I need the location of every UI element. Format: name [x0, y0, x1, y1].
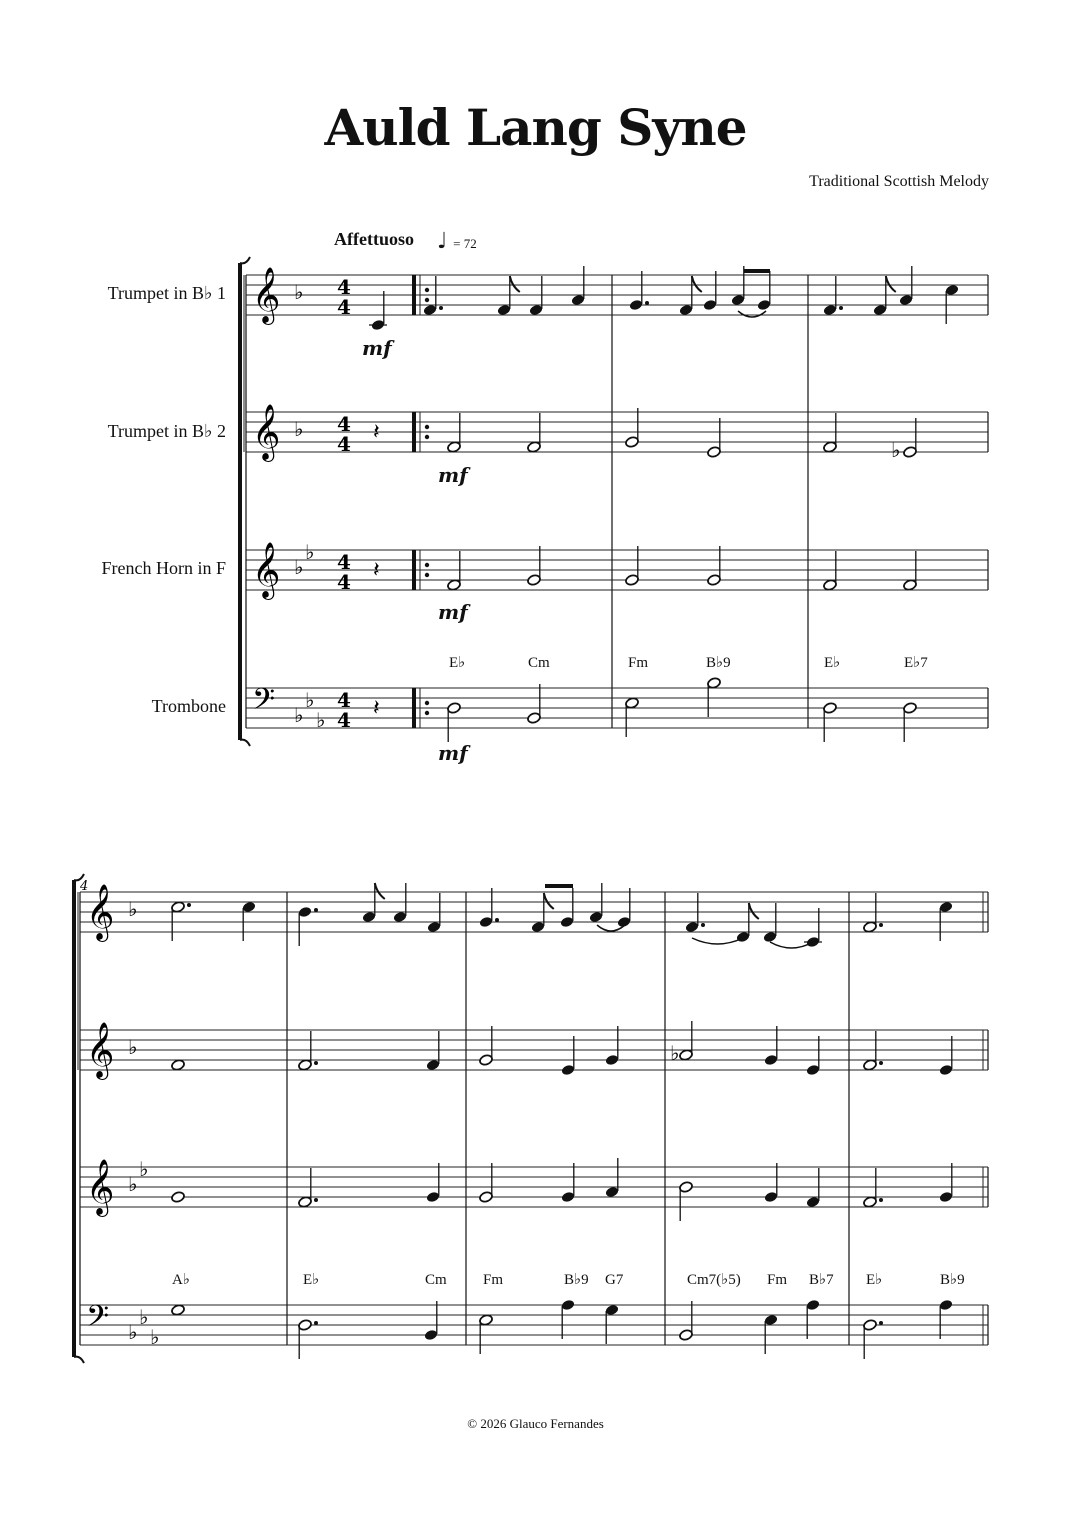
note-head	[479, 1314, 494, 1327]
note-head	[903, 579, 918, 592]
chord-symbol: B♭9	[940, 1272, 965, 1288]
note-head	[764, 1314, 779, 1327]
quarter-note-icon: ♩	[437, 229, 448, 254]
note-head	[806, 1196, 821, 1209]
note-head	[531, 921, 546, 934]
note-head	[242, 901, 257, 914]
note-head	[427, 921, 442, 934]
note-head	[763, 931, 778, 944]
dynamic-mf: mf	[438, 600, 468, 624]
note-head	[903, 446, 918, 459]
chord-symbol: E♭	[866, 1272, 883, 1288]
note-dot	[879, 1321, 883, 1325]
note-head	[171, 1059, 186, 1072]
treble-clef-icon: 𝄞	[252, 404, 281, 460]
note-head	[393, 911, 408, 924]
note-head	[873, 304, 888, 317]
note-head	[527, 574, 542, 587]
dynamic-mf: mf	[438, 463, 468, 487]
note-head	[823, 304, 838, 317]
note-head	[605, 1054, 620, 1067]
flat-icon: ♭	[891, 438, 901, 462]
note-head	[298, 906, 313, 919]
copyright-footer: © 2026 Glauco Fernandes	[467, 1416, 604, 1431]
chord-symbol: B♭7	[809, 1272, 834, 1288]
note-head	[571, 294, 586, 307]
note-head	[171, 901, 186, 914]
time-signature-top: 4	[337, 412, 351, 436]
slur	[738, 311, 766, 317]
time-signature-bottom: 4	[337, 708, 351, 732]
repeat-dot	[425, 425, 429, 429]
measure-number: 4	[80, 879, 89, 894]
flat-icon: ♭	[294, 703, 304, 727]
note-head	[679, 1049, 694, 1062]
tempo-value: = 72	[453, 236, 477, 251]
chord-symbol: E♭	[824, 655, 841, 671]
chord-symbol: Cm	[425, 1272, 447, 1288]
note-dot	[645, 301, 649, 305]
note-head	[764, 1191, 779, 1204]
instrument-label-trumpet-1: Trumpet in B♭ 1	[107, 283, 226, 303]
note-head	[447, 579, 462, 592]
note-head	[939, 901, 954, 914]
time-signature-bottom: 4	[337, 295, 351, 319]
note-head	[561, 1064, 576, 1077]
bass-clef-icon: 𝄢	[86, 1300, 110, 1341]
chord-symbol: E♭	[449, 655, 466, 671]
note-head	[298, 1196, 313, 1209]
note-dot	[839, 306, 843, 310]
note-head	[939, 1064, 954, 1077]
note-head	[707, 446, 722, 459]
note-head	[707, 574, 722, 587]
chord-symbol: B♭9	[564, 1272, 589, 1288]
time-signature-bottom: 4	[337, 432, 351, 456]
flat-icon: ♭	[294, 280, 304, 304]
note-head	[764, 1054, 779, 1067]
treble-clef-icon: 𝄞	[252, 267, 281, 323]
note-head	[479, 916, 494, 929]
note-flag	[886, 276, 896, 292]
treble-clef-icon: 𝄞	[86, 1159, 115, 1215]
note-dot	[314, 1061, 318, 1065]
note-head	[679, 1329, 694, 1342]
repeat-dot	[425, 563, 429, 567]
bass-clef-icon: 𝄢	[252, 683, 276, 724]
time-signature-bottom: 4	[337, 570, 351, 594]
note-dot	[187, 903, 191, 907]
slur	[692, 938, 743, 944]
flat-icon: ♭	[670, 1041, 680, 1065]
note-head	[479, 1054, 494, 1067]
chord-symbol: E♭7	[904, 655, 928, 671]
note-flag	[375, 883, 385, 899]
note-head	[679, 1181, 694, 1194]
flat-icon: ♭	[316, 708, 326, 732]
note-head	[806, 1299, 821, 1312]
note-head	[362, 911, 377, 924]
flat-icon: ♭	[128, 897, 138, 921]
dynamic-mf: mf	[362, 336, 392, 360]
note-head	[298, 1059, 313, 1072]
chord-symbol: E♭	[303, 1272, 320, 1288]
chord-symbol: Fm	[628, 655, 649, 671]
note-head	[823, 441, 838, 454]
flat-icon: ♭	[305, 540, 315, 564]
repeat-dot	[425, 288, 429, 292]
repeat-dot	[425, 298, 429, 302]
note-dot	[879, 923, 883, 927]
note-head	[685, 921, 700, 934]
slur	[770, 942, 813, 948]
note-head	[561, 1299, 576, 1312]
note-head	[863, 1319, 878, 1332]
note-dot	[879, 1061, 883, 1065]
note-head	[527, 441, 542, 454]
note-head	[899, 294, 914, 307]
note-head	[497, 304, 512, 317]
chord-symbol: B♭9	[706, 655, 731, 671]
note-head	[823, 702, 838, 715]
note-head	[757, 299, 772, 312]
note-head	[629, 299, 644, 312]
note-head	[423, 304, 438, 317]
note-head	[426, 1059, 441, 1072]
note-dot	[439, 306, 443, 310]
flat-icon: ♭	[139, 1157, 149, 1181]
note-flag	[692, 276, 702, 292]
note-head	[561, 1191, 576, 1204]
chord-symbol: Cm7(♭5)	[687, 1272, 741, 1288]
flat-icon: ♭	[294, 417, 304, 441]
chord-symbol: Fm	[767, 1272, 788, 1288]
note-dot	[495, 918, 499, 922]
treble-clef-icon: 𝄞	[252, 542, 281, 598]
note-head	[736, 931, 751, 944]
time-signature-top: 4	[337, 550, 351, 574]
instrument-label-trumpet-2: Trumpet in B♭ 2	[107, 421, 226, 441]
repeat-dot	[425, 711, 429, 715]
tempo-text: Affettuoso	[334, 229, 414, 249]
note-flag	[749, 903, 759, 919]
flat-icon: ♭	[294, 555, 304, 579]
quarter-rest-icon: 𝄽	[373, 696, 380, 721]
quarter-rest-icon: 𝄽	[373, 420, 380, 445]
dynamic-mf: mf	[438, 741, 468, 765]
note-dot	[701, 923, 705, 927]
note-head	[605, 1304, 620, 1317]
note-head	[939, 1299, 954, 1312]
composer-credit: Traditional Scottish Melody	[809, 173, 989, 190]
note-head	[447, 441, 462, 454]
note-head	[625, 697, 640, 710]
note-head	[903, 702, 918, 715]
note-head	[424, 1329, 439, 1342]
note-head	[707, 677, 722, 690]
score-title: Auld Lang Syne	[324, 98, 747, 157]
chord-symbol: Cm	[528, 655, 550, 671]
instrument-label-trombone: Trombone	[151, 696, 226, 716]
note-dot	[314, 908, 318, 912]
note-head	[560, 916, 575, 929]
repeat-dot	[425, 573, 429, 577]
note-head	[171, 1191, 186, 1204]
note-flag	[544, 893, 554, 909]
note-head	[479, 1191, 494, 1204]
treble-clef-icon: 𝄞	[86, 1022, 115, 1078]
note-dot	[879, 1198, 883, 1202]
note-head	[806, 1064, 821, 1077]
note-head	[731, 294, 746, 307]
note-head	[863, 1059, 878, 1072]
notes	[171, 266, 960, 1359]
note-head	[426, 1191, 441, 1204]
note-head	[529, 304, 544, 317]
note-head	[625, 574, 640, 587]
repeat-dot	[425, 435, 429, 439]
note-head	[447, 702, 462, 715]
treble-clef-icon: 𝄞	[86, 884, 115, 940]
note-head	[171, 1304, 186, 1317]
flat-icon: ♭	[128, 1035, 138, 1059]
flat-icon: ♭	[139, 1305, 149, 1329]
note-head	[679, 304, 694, 317]
note-flag	[510, 276, 520, 292]
time-signature-top: 4	[337, 275, 351, 299]
chord-symbol: A♭	[172, 1272, 190, 1288]
flat-icon: ♭	[150, 1325, 160, 1349]
note-head	[945, 284, 960, 297]
note-dot	[314, 1198, 318, 1202]
flat-icon: ♭	[128, 1320, 138, 1344]
repeat-dot	[425, 701, 429, 705]
note-head	[589, 911, 604, 924]
note-head	[863, 921, 878, 934]
instrument-label-french-horn: French Horn in F	[101, 558, 226, 578]
note-head	[823, 579, 838, 592]
flat-icon: ♭	[305, 688, 315, 712]
flat-icon: ♭	[128, 1172, 138, 1196]
note-head	[863, 1196, 878, 1209]
staff-lines	[80, 275, 988, 1345]
note-head	[625, 436, 640, 449]
chord-symbol: Fm	[483, 1272, 504, 1288]
chord-symbol: G7	[605, 1272, 624, 1288]
note-dot	[314, 1321, 318, 1325]
quarter-rest-icon: 𝄽	[373, 558, 380, 583]
note-head	[298, 1319, 313, 1332]
note-head	[939, 1191, 954, 1204]
note-head	[605, 1186, 620, 1199]
note-head	[703, 299, 718, 312]
note-head	[527, 712, 542, 725]
time-signature-top: 4	[337, 688, 351, 712]
